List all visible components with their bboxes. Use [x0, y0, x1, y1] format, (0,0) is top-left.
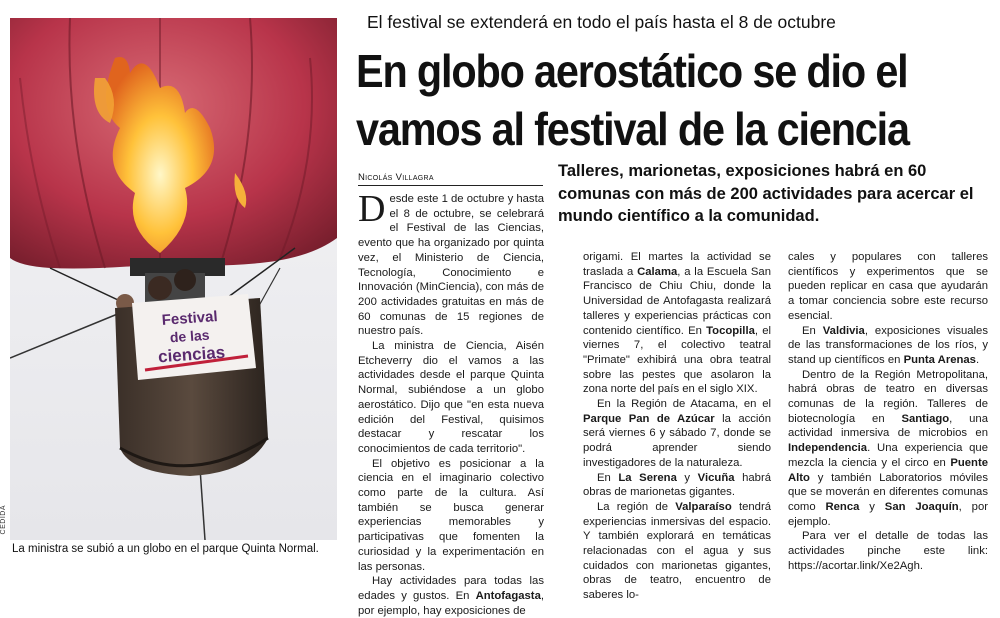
paragraph-text: La región de [597, 500, 676, 513]
headline-line-1: En globo aerostático se dio el [356, 45, 908, 97]
paragraph-text: Hay actividades para todas las edades y gustos. En [358, 575, 544, 602]
body-column-1 [358, 188, 544, 618]
paragraph-text: . Una experiencia que mezcla la ciencia y el circo en [788, 442, 988, 469]
photo-caption: La ministra se subió a un globo en el parque Quinta Normal. [12, 543, 319, 555]
lede: Talleres, marionetas, exposiciones habrá en 60 comunas con más de 200 actividades para acercar el mundo científico a la comunidad. [558, 162, 974, 225]
paragraph [583, 471, 771, 500]
paragraph: Para ver el detalle de todas las actividades pinche este link: https://acortar.link/Xe2Agh. [788, 530, 988, 572]
place-name: Tocopilla [706, 324, 755, 337]
photo-credit: CEDIDA [0, 505, 7, 535]
place-name: Valparaíso [675, 500, 732, 513]
byline: Nicolás Villagra [358, 172, 434, 183]
paragraph-text: , por ejemplo, hay exposiciones de [358, 589, 544, 617]
banner-line-2: de las [169, 326, 211, 346]
paragraph [583, 250, 771, 397]
paragraph: El objetivo es posicionar a la ciencia en el imaginario colectivo como parte de la cultura. Así también se busca generar experiencias memorables y participativas que fomenten la curiosidad y la experimentación en las personas. [358, 457, 544, 573]
paragraph [358, 188, 544, 339]
byline-rule [358, 185, 543, 186]
hot-air-balloon-image [10, 18, 337, 540]
place-name: Calama [637, 265, 678, 278]
place-name: Renca [825, 500, 860, 513]
place-name: Vicuña [697, 471, 735, 484]
body-column-2 [583, 250, 771, 603]
place-name: Parque Pan de Azúcar [583, 412, 715, 425]
headline-line-2: vamos al festival de la ciencia [356, 103, 909, 155]
paragraph-text: tendrá experiencias inmersivas del espacio. Y también explorará en temáticas relacionadas con el agua y sus cuidados con marionetas gigantes, obras de teatro, encuentro de saberes lo- [583, 500, 772, 602]
paragraph-text: . [975, 353, 980, 366]
banner-line-1: Festival [161, 308, 219, 329]
paragraph-text: En la Región de Atacama, en el [597, 398, 771, 411]
banner-line-3: ciencias [157, 342, 226, 367]
place-name: Santiago [901, 412, 950, 425]
place-name: Independencia [788, 442, 868, 455]
paragraph [788, 324, 988, 368]
paragraph-text: Dentro de la Región Metropolitana, habrá obras de teatro en diversas comunas de la región. Talleres de biotecnología en [788, 368, 988, 425]
paragraph [788, 368, 988, 530]
place-name: La Serena [618, 471, 677, 484]
drop-cap: D [358, 188, 386, 230]
paragraph-text: En [597, 471, 619, 484]
headline [356, 42, 932, 158]
place-name: Puente Alto [788, 456, 988, 484]
paragraph-text: , una actividad inmersiva de microbios en [788, 412, 988, 440]
paragraph-text: la acción será viernes 6 y sábado 7, donde se podrá aprender siendo investigadores de la naturaleza. [583, 412, 771, 469]
paragraph-text: , exposiciones visuales de las transformaciones de los ríos, y stand up científicos en [788, 324, 988, 366]
place-name: San Joaquín [884, 500, 959, 513]
paragraph-text: , a la Escuela San Francisco de Chiu Chiu, donde la Universidad de Antofagasta realizará talleres y experiencias prácticas con contenido científico. En [583, 265, 771, 337]
place-name: Antofagasta [475, 589, 541, 602]
paragraph-text: origami. El martes la actividad se traslada a [583, 251, 771, 278]
paragraph-text: , por ejemplo. [788, 500, 988, 528]
paragraph-text: y también Laboratorios móviles que se moverán en diferentes comunas como [788, 471, 988, 513]
paragraph [583, 500, 771, 603]
body-column-3 [788, 250, 988, 573]
paragraph-text: En [802, 324, 823, 337]
kicker: El festival se extenderá en todo el país hasta el 8 de octubre [367, 12, 836, 32]
paragraph: La ministra de Ciencia, Aisén Etcheverry dio el vamos a las actividades desde el parque Quinta Normal, subiéndose a un globo aerostático. Dijo que "en esta nueva edición del Festival, quisimos destacar y rescatar los conocimientos de cada territorio". [358, 340, 544, 455]
paragraph [583, 397, 771, 471]
paragraph-text: habrá obras de marionetas gigantes. [583, 471, 771, 499]
paragraph: cales y populares con talleres científicos y experimentos que se pueden replicar en casa que ayudarán a tomar conciencia sobre este recurso esencial. [788, 251, 988, 322]
paragraph-text: y [676, 471, 698, 484]
place-name: Valdivia [822, 324, 865, 337]
paragraph-text: esde este 1 de octubre y hasta el 8 de octubre, se celebrará el Festival de las Ciencias, evento que ha organizado por quinta vez, el Ministerio de Ciencia, Tecnología, Conocimiento e Innovación (MinCiencia), con más de 200 actividades gratuitas en más de 60 comunas de 15 regiones de nuestro país. [358, 193, 544, 338]
article-photo [10, 18, 337, 540]
place-name: Punta Arenas [903, 353, 976, 366]
paragraph [358, 574, 544, 618]
paragraph-text: y [859, 500, 885, 513]
paragraph-text: , el viernes 7, el colectivo teatral "Primate" exhibirá una obra teatral sobre las pestes que asolaron la zona norte del país en el siglo XIX. [583, 324, 771, 396]
